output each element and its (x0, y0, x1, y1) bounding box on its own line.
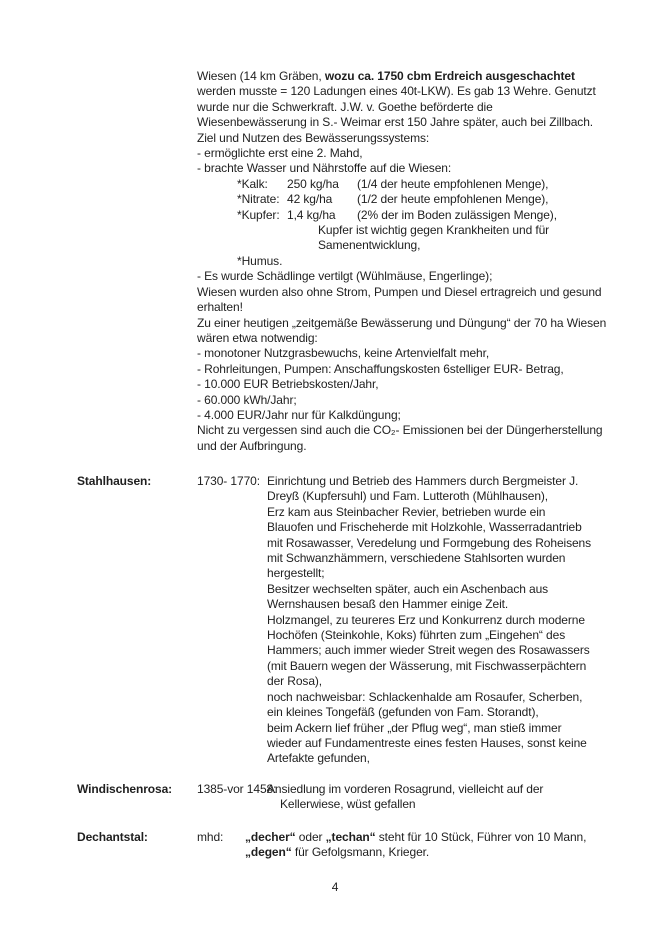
nutrient-row-kalk (197, 177, 652, 192)
text-line: Kellerwiese, wüst gefallen (280, 797, 416, 812)
text-line: Wiesenbewässerung in S.- Weimar erst 150 Jahre später, auch bei Zillbach. (197, 115, 594, 130)
text-line: Besitzer wechselten später, auch ein Aschenbach aus (267, 581, 549, 596)
text-line: *Humus. (237, 253, 283, 268)
text-line: Einrichtung und Betrieb des Hammers durch Bergmeister J. (267, 474, 579, 488)
nutrient-label: *Kupfer: (237, 207, 280, 222)
nutrient-amount: 250 kg/ha (287, 176, 339, 191)
nutrient-amount: 42 kg/ha (287, 192, 333, 207)
text-line: Artefakte gefunden, (267, 751, 370, 766)
nutrient-row-kupfer (197, 208, 652, 223)
text-line: - ermöglichte erst eine 2. Mahd, (197, 146, 363, 161)
text-run: steht für 10 Stück, Führer von 10 Mann, (375, 830, 587, 844)
section-label-stahlhausen: Stahlhausen: (77, 474, 152, 488)
nutrient-note: (1/4 der heute empfohlenen Menge), (357, 176, 549, 191)
text-line: Blauofen und Frischeherde mit Holzkohle, Wasserradantrieb (267, 520, 582, 535)
text-line: - 4.000 EUR/Jahr nur für Kalkdüngung; (197, 407, 401, 422)
text-line (245, 845, 586, 860)
text-line: wieder auf Fundamentreste eines festen Hauses, sonst keine (267, 735, 587, 750)
text-line (245, 830, 586, 845)
text-line: werden musste = 120 Ladungen eines 40t-LKW). Es gab 13 Wehre. Genutzt (197, 84, 596, 99)
text-line: Kupfer ist wichtig gegen Krankheiten und für (318, 223, 550, 238)
text-run: oder (295, 830, 326, 844)
text-line: der Rosa), (267, 674, 323, 689)
text-run-bold: wozu ca. 1750 cbm Erdreich ausgeschachtet (324, 69, 575, 83)
text-line: noch nachweisbar: Schlackenhalde am Rosaufer, Scherben, (267, 689, 583, 704)
text-line: Samenentwicklung, (318, 238, 421, 253)
text-line: Wiesen wurden also ohne Strom, Pumpen und Diesel ertragreich und gesund (197, 284, 602, 299)
text-line: wurde nur die Schwerkraft. J.W. v. Goethe beförderte die (197, 99, 493, 114)
text-line: wären etwa notwendig: (197, 330, 318, 345)
text-line: Ziel und Nutzen des Bewässerungssystems: (197, 130, 430, 145)
text-line: mit Rosawasser, Veredelung und Formgebung des Roheisens (267, 535, 592, 550)
text-run-bold: „degen“ (245, 845, 292, 860)
text-run: Wiesen (14 km Gräben, (197, 69, 325, 83)
page-number: 4 (331, 880, 339, 894)
text-line: beim Ackern lief früher „der Pflug weg“, man stieß immer (267, 720, 562, 735)
text-line: Hammers; auch immer wieder Streit wegen des Rosawassers (267, 643, 590, 658)
section-date-dechantstal: mhd: (197, 830, 224, 844)
text-run-bold: „techan“ (325, 830, 376, 844)
text-run: für Gefolgsmann, Krieger. (291, 845, 430, 860)
section-date-stahlhausen: 1730- 1770: (197, 474, 260, 488)
text-line: - 10.000 EUR Betriebskosten/Jahr, (197, 377, 379, 392)
text-line: Dreyß (Kupfersuhl) und Fam. Lutteroth (Mühlhausen), (267, 489, 549, 504)
text-line: mit Schwanzhämmern, verschiedene Stahlsorten wurden (267, 551, 566, 566)
text-line: Nicht zu vergessen sind auch die CO₂- Emissionen bei der Düngerherstellung (197, 423, 603, 438)
intro-paragraph (197, 69, 652, 454)
nutrient-label: *Nitrate: (237, 192, 280, 207)
section-date-windischenrosa: 1385-vor 1458: (197, 782, 277, 796)
text-line: hergestellt; (267, 566, 325, 581)
section-body-stahlhausen (267, 474, 591, 767)
text-line: - 60.000 kWh/Jahr; (197, 392, 297, 407)
text-line: - brachte Wasser und Nährstoffe auf die Wiesen: (197, 161, 452, 176)
nutrient-label: *Kalk: (237, 176, 268, 191)
section-label-windischenrosa: Windischenrosa: (77, 782, 173, 796)
text-line: ein kleines Tongefäß (gefunden von Fam. Storandt), (267, 705, 539, 720)
text-line: Ansiedlung im vorderen Rosagrund, vielleicht auf der (267, 782, 544, 796)
section-label-dechantstal: Dechantstal: (77, 830, 148, 844)
nutrient-note: (2% der im Boden zulässigen Menge), (357, 207, 557, 222)
text-line: Zu einer heutigen „zeitgemäße Bewässerung und Düngung“ der 70 ha Wiesen (197, 315, 607, 330)
text-line: - Es wurde Schädlinge vertilgt (Wühlmäuse, Engerlinge); (197, 269, 493, 284)
nutrient-row-nitrate (197, 192, 652, 207)
section-body-windischenrosa (267, 782, 543, 813)
text-line: - monotoner Nutzgrasbewuchs, keine Artenvielfalt mehr, (197, 346, 490, 361)
text-line: Holzmangel, zu teureres Erz und Konkurrenz durch moderne (267, 612, 585, 627)
text-line: - Rohrleitungen, Pumpen: Anschaffungskosten 6stelliger EUR- Betrag, (197, 361, 564, 376)
nutrient-amount: 1,4 kg/ha (287, 207, 336, 222)
section-body-dechantstal (245, 830, 586, 861)
text-line (197, 69, 652, 84)
text-line: erhalten! (197, 300, 243, 315)
text-line: (mit Bauern wegen der Wässerung, mit Fischwasserpächtern (267, 658, 587, 673)
text-line: Wernshausen besaß den Hammer einige Zeit. (267, 597, 509, 612)
nutrient-note: (1/2 der heute empfohlenen Menge), (357, 192, 549, 207)
text-run-bold: „decher“ (245, 830, 296, 844)
text-line: Hochöfen (Steinkohle, Koks) führten zum „Eingehen“ des (267, 628, 566, 643)
text-line: Erz kam aus Steinbacher Revier, betrieben wurde ein (267, 504, 546, 519)
text-line: und der Aufbringung. (197, 438, 307, 453)
